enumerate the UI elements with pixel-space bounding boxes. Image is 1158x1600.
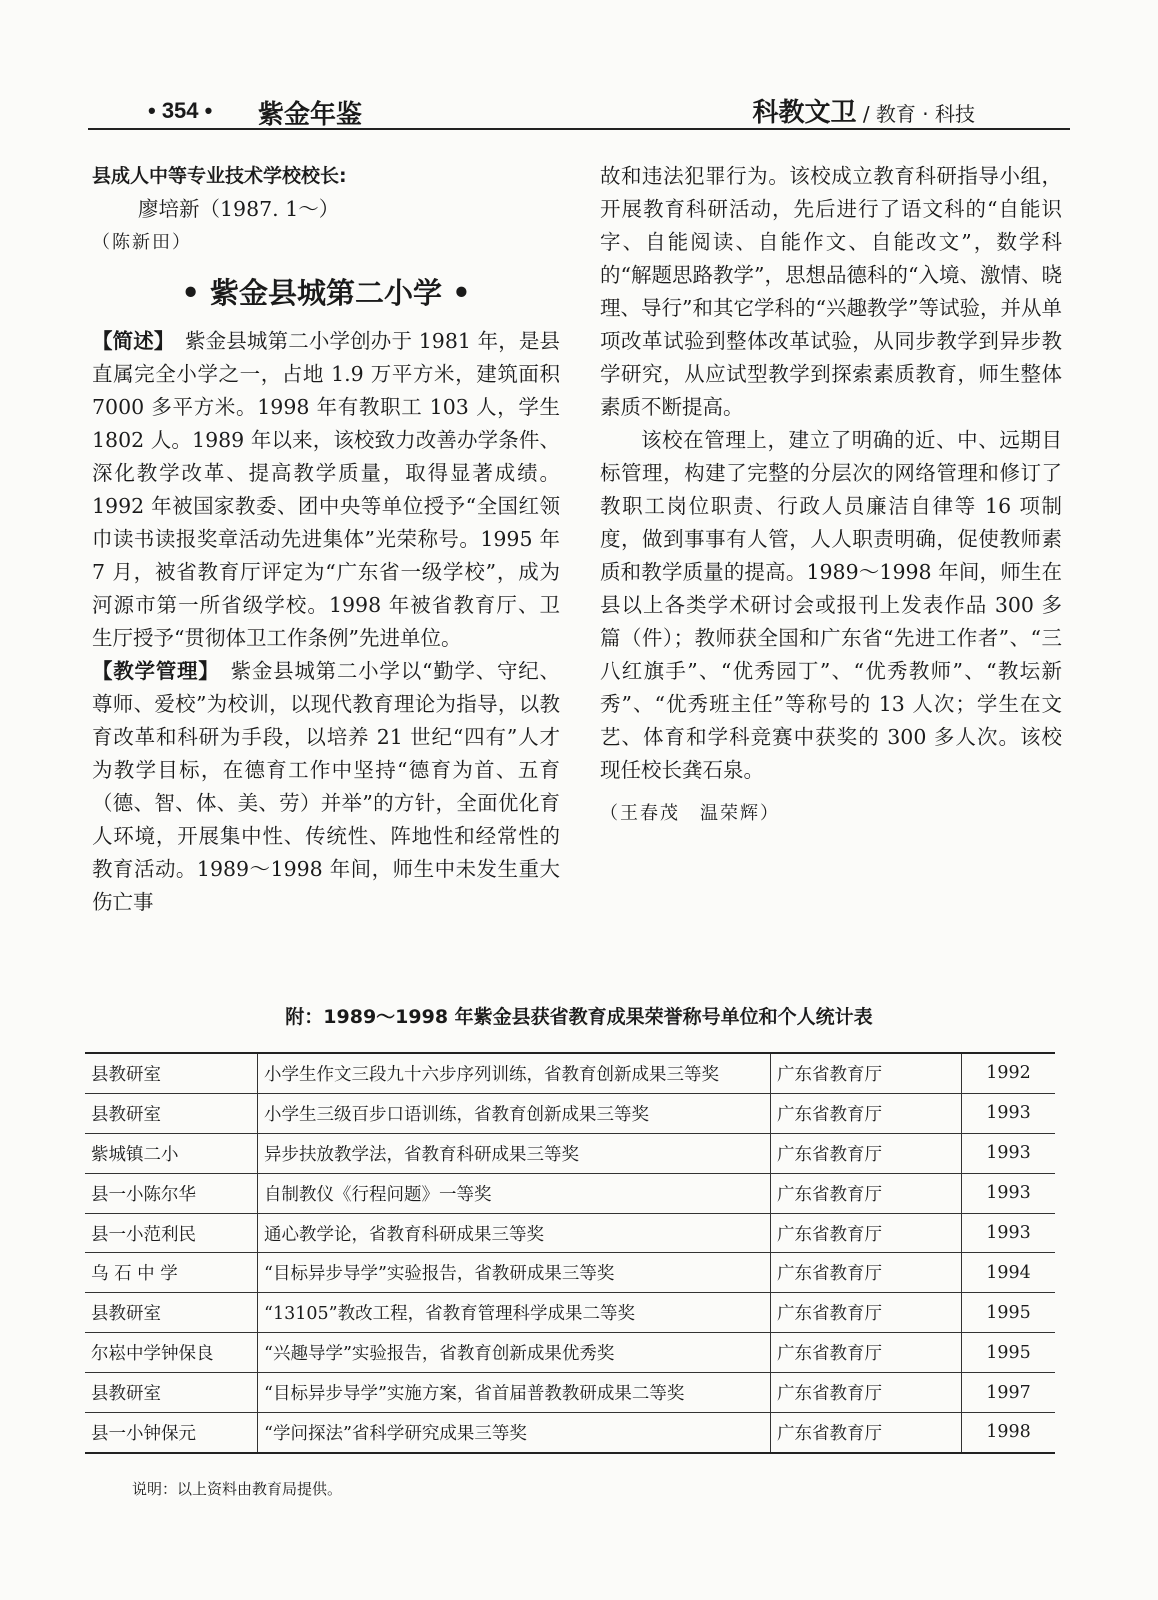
- teaching-tag: 【教学管理】: [92, 659, 210, 683]
- award-unit: 县一小钟保元: [85, 1413, 258, 1453]
- award-project: 自制教仪《行程问题》一等奖: [258, 1173, 771, 1213]
- teaching-text: 紫金县城第二小学以“勤学、守纪、尊师、爱校”为校训，以现代教育理论为指导，以教育改革和科研为手段，以培养 21 世纪“四有”人才为教学目标，在德育工作中坚持“德育为首、五育（德、智、体、美、劳）并举”的方针，全面优化育人环境，开展集中性、传统性、阵地性和经常性的教育活动。1989～1998 年间，师生中未发生重大伤亡事: [92, 659, 561, 914]
- award-year: 1993: [962, 1173, 1056, 1213]
- award-unit: 紫城镇二小: [85, 1133, 258, 1173]
- award-year: 1994: [962, 1253, 1056, 1293]
- award-project: “13105”教改工程，省教育管理科学成果二等奖: [258, 1293, 771, 1333]
- table-row: [85, 1213, 1055, 1253]
- section-main: 科教文卫: [752, 98, 857, 128]
- right-paragraph-2: 该校在管理上，建立了明确的近、中、远期目标管理，构建了完整的分层次的网络管理和修订了教职工岗位职责、行政人员廉洁自律等 16 项制度，做到事事有人管，人人职责明确，促使教师素质和教学质量的提高。1989～1998 年间，师生在县以上各类学术研讨会或报刊上发表作品 300 多篇（件）；教师获全国和广东省“先进工作者”、“三八红旗手”、“优秀园丁”、“优秀教师”、“教坛新秀”、“优秀班主任”等称号的 13 人次；学生在文艺、体育和学科竞赛中获奖的 300 多人次。该校现任校长龚石泉。: [600, 428, 1062, 782]
- prev-author: （陈新田）: [92, 232, 192, 253]
- school-title: • 紫金县城第二小学 •: [181, 276, 471, 310]
- award-year: 1993: [962, 1133, 1056, 1173]
- award-year: 1997: [962, 1373, 1056, 1413]
- table-row: [85, 1053, 1055, 1093]
- award-grantor: 广东省教育厅: [771, 1333, 962, 1373]
- overview-tag: 【简述】: [92, 329, 165, 353]
- right-column: [600, 160, 1062, 830]
- left-column: [92, 160, 560, 919]
- teaching-paragraph: [92, 655, 560, 919]
- awards-table-body: [85, 1053, 1055, 1453]
- section-title: [752, 92, 975, 129]
- award-grantor: 广东省教育厅: [771, 1373, 962, 1413]
- overview-text: 紫金县城第二小学创办于 1981 年，是县直属完全小学之一，占地 1.9 万平方米，建筑面积 7000 多平方米。1998 年有教职工 103 人，学生 1802 人。1989 年以来，该校致力改善办学条件、深化教学改革、提高教学质量，取得显著成绩。1992 年被国家教委、团中央等单位授予“全国红领巾读书读报奖章活动先进集体”光荣称号。1995 年 7 月，被省教育厅评定为“广东省一级学校”，成为河源市第一所省级学校。1998 年被省教育厅、卫生厅授予“贯彻体卫工作条例”先进单位。: [92, 329, 561, 650]
- award-grantor: 广东省教育厅: [771, 1173, 962, 1213]
- prev-role: 县成人中等专业技术学校校长:: [92, 165, 347, 187]
- table-row: [85, 1413, 1055, 1453]
- award-project: “学问探法”省科学研究成果三等奖: [258, 1413, 771, 1453]
- award-project: “目标异步导学”实施方案，省首届普教教研成果二等奖: [258, 1373, 771, 1413]
- award-grantor: 广东省教育厅: [771, 1213, 962, 1253]
- award-unit: 县一小范利民: [85, 1213, 258, 1253]
- page-number: • 354 •: [148, 98, 213, 123]
- award-unit: 乌 石 中 学: [85, 1253, 258, 1293]
- award-grantor: 广东省教育厅: [771, 1053, 962, 1093]
- table-row: [85, 1133, 1055, 1173]
- prev-person: 廖培新（1987. 1～）: [138, 197, 340, 221]
- award-year: 1993: [962, 1093, 1056, 1133]
- award-unit: 县教研室: [85, 1373, 258, 1413]
- awards-table: [85, 1052, 1055, 1454]
- right-paragraph-1: 故和违法犯罪行为。该校成立教育科研指导小组，开展教育科研活动，先后进行了语文科的“自能识字、自能阅读、自能作文、自能改文”，数学科的“解题思路教学”，思想品德科的“入境、激情、晓理、导行”和其它学科的“兴趣教学”等试验，并从单项改革试验到整体改革试验，从同步教学到异步教学研究，从应试型教学到探索素质教育，师生整体素质不断提高。: [600, 164, 1062, 419]
- table-row: [85, 1293, 1055, 1333]
- table-row: [85, 1373, 1055, 1413]
- award-year: 1995: [962, 1293, 1056, 1333]
- award-project: “兴趣导学”实验报告，省教育创新成果优秀奖: [258, 1333, 771, 1373]
- award-grantor: 广东省教育厅: [771, 1093, 962, 1133]
- page-header: [88, 86, 1070, 130]
- table-row: [85, 1253, 1055, 1293]
- award-project: 通心教学论，省教育科研成果三等奖: [258, 1213, 771, 1253]
- table-row: [85, 1093, 1055, 1133]
- award-unit: 县教研室: [85, 1293, 258, 1333]
- award-unit: 县一小陈尔华: [85, 1173, 258, 1213]
- award-year: 1992: [962, 1053, 1056, 1093]
- award-unit: 县教研室: [85, 1093, 258, 1133]
- award-grantor: 广东省教育厅: [771, 1253, 962, 1293]
- award-year: 1998: [962, 1413, 1056, 1453]
- right-authors: （王春茂 温荣辉）: [600, 803, 780, 824]
- award-project: 异步扶放教学法，省教育科研成果三等奖: [258, 1133, 771, 1173]
- overview-paragraph: [92, 325, 560, 655]
- award-project: “目标异步导学”实验报告，省教研成果三等奖: [258, 1253, 771, 1293]
- award-year: 1995: [962, 1333, 1056, 1373]
- award-grantor: 广东省教育厅: [771, 1133, 962, 1173]
- section-sub: / 教育 · 科技: [856, 102, 975, 126]
- table-row: [85, 1173, 1055, 1213]
- award-year: 1993: [962, 1213, 1056, 1253]
- award-unit: 县教研室: [85, 1053, 258, 1093]
- table-note: 说明：以上资料由教育局提供。: [132, 1480, 343, 1498]
- book-title: 紫金年鉴: [258, 100, 363, 130]
- award-project: 小学生三级百步口语训练，省教育创新成果三等奖: [258, 1093, 771, 1133]
- award-project: 小学生作文三段九十六步序列训练，省教育创新成果三等奖: [258, 1053, 771, 1093]
- award-unit: 尔崧中学钟保良: [85, 1333, 258, 1373]
- award-grantor: 广东省教育厅: [771, 1413, 962, 1453]
- table-caption: 附：1989～1998 年紫金县获省教育成果荣誉称号单位和个人统计表: [285, 1006, 873, 1028]
- table-row: [85, 1333, 1055, 1373]
- award-grantor: 广东省教育厅: [771, 1293, 962, 1333]
